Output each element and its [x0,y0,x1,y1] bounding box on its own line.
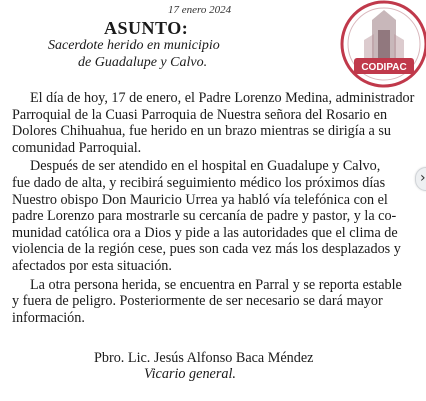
body-line: comunidad Parroquial. [12,139,142,156]
body-line: La otra persona herida, se encuentra en Parral y se reporta estable [30,276,402,293]
signature-title: Vicario general. [144,366,236,382]
chevron-right-icon: › [420,170,426,186]
document-body [12,90,415,328]
document-date: 17 enero 2024 [168,4,232,16]
codipac-logo [334,0,426,90]
asunto-title: ASUNTO: [104,18,189,38]
signature-name: Pbro. Lic. Jesús Alfonso Baca Méndez [94,350,314,366]
body-line: Dolores Chihuahua, fue herido en un brazo mientras se dirigía a su [12,123,392,140]
body-line: padre Lorenzo para mostrarle su cercanía de padre y pastor, y la co- [12,208,397,225]
body-line: información. [12,309,85,326]
body-line: Nuestro obispo Don Mauricio Urrea ya habló vía telefónica con el [12,191,388,208]
body-line: munidad católica ora a Dios y pide a las autoridades que el clima de [12,224,398,241]
body-line: El día de hoy, 17 de enero, el Padre Lorenzo Medina, administrador [30,90,415,106]
paragraph-3 [12,277,408,327]
paragraph-2 [12,158,408,274]
asunto-line-2: de Guadalupe y Calvo. [78,55,208,70]
logo-text: CODIPAC [361,62,407,73]
body-line: Parroquial de la Cuasi Parroquia de Nuestra señora del Rosario en [12,106,388,123]
paragraph-1 [12,90,415,107]
asunto-line-1: Sacerdote herido en municipio [48,38,220,53]
next-image-button[interactable] [415,167,426,191]
body-line: violencia de la región cese, pues son cada vez más los desplazados y [12,241,401,258]
paragraph-1-cont [12,107,408,157]
body-line: fue dado de alta, y recibirá seguimiento médico los próximos días [12,174,386,191]
body-line: afectados por esta situación. [12,257,172,274]
body-line: y fuera de peligro. Posteriormente de ser necesario se dará mayor [12,293,383,310]
body-line: Después de ser atendido en el hospital en Guadalupe y Calvo, [30,158,381,175]
